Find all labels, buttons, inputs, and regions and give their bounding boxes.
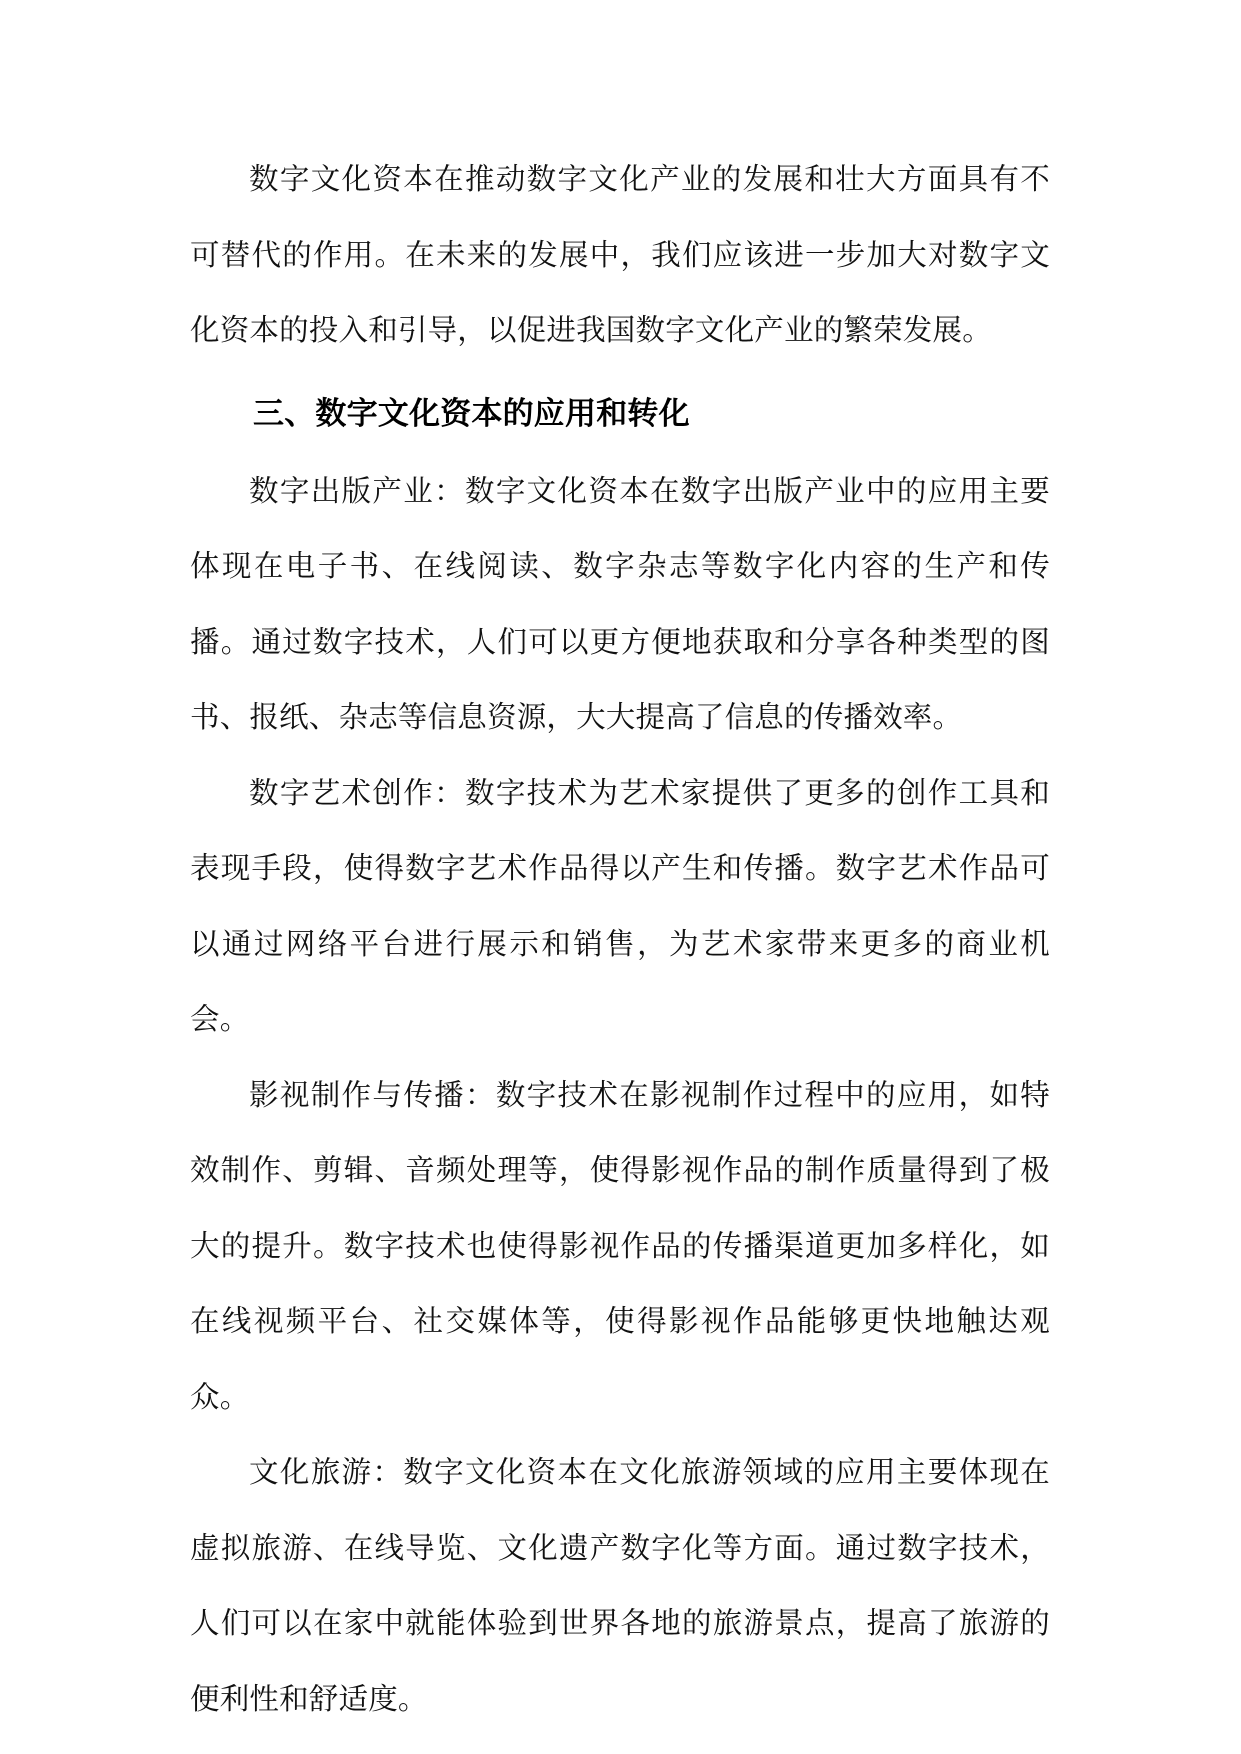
document-body (190, 142, 1050, 1737)
paragraph-film-tv: 影视制作与传播：数字技术在影视制作过程中的应用，如特效制作、剪辑、音频处理等，使得影视作品的制作质量得到了极大的提升。数字技术也使得影视作品的传播渠道更加多样化，如在线视频平台、社交媒体等，使得影视作品能够更快地触达观众。 (190, 1077, 1050, 1414)
paragraph-digital-art: 数字艺术创作：数字技术为艺术家提供了更多的创作工具和表现手段，使得数字艺术作品得以产生和传播。数字艺术作品可以通过网络平台进行展示和销售，为艺术家带来更多的商业机会。 (190, 775, 1050, 1036)
intro-paragraph: 数字文化资本在推动数字文化产业的发展和壮大方面具有不可替代的作用。在未来的发展中，我们应该进一步加大对数字文化资本的投入和引导，以促进我国数字文化产业的繁荣发展。 (190, 162, 1050, 347)
paragraph-cultural-tourism: 文化旅游：数字文化资本在文化旅游领域的应用主要体现在虚拟旅游、在线导览、文化遗产数字化等方面。通过数字技术，人们可以在家中就能体验到世界各地的旅游景点，提高了旅游的便利性和舒适度。 (190, 1455, 1050, 1716)
section-heading: 三、数字文化资本的应用和转化 (253, 395, 690, 432)
paragraph-digital-publishing: 数字出版产业：数字文化资本在数字出版产业中的应用主要体现在电子书、在线阅读、数字杂志等数字化内容的生产和传播。通过数字技术，人们可以更方便地获取和分享各种类型的图书、报纸、杂志等信息资源，大大提高了信息的传播效率。 (190, 473, 1050, 734)
